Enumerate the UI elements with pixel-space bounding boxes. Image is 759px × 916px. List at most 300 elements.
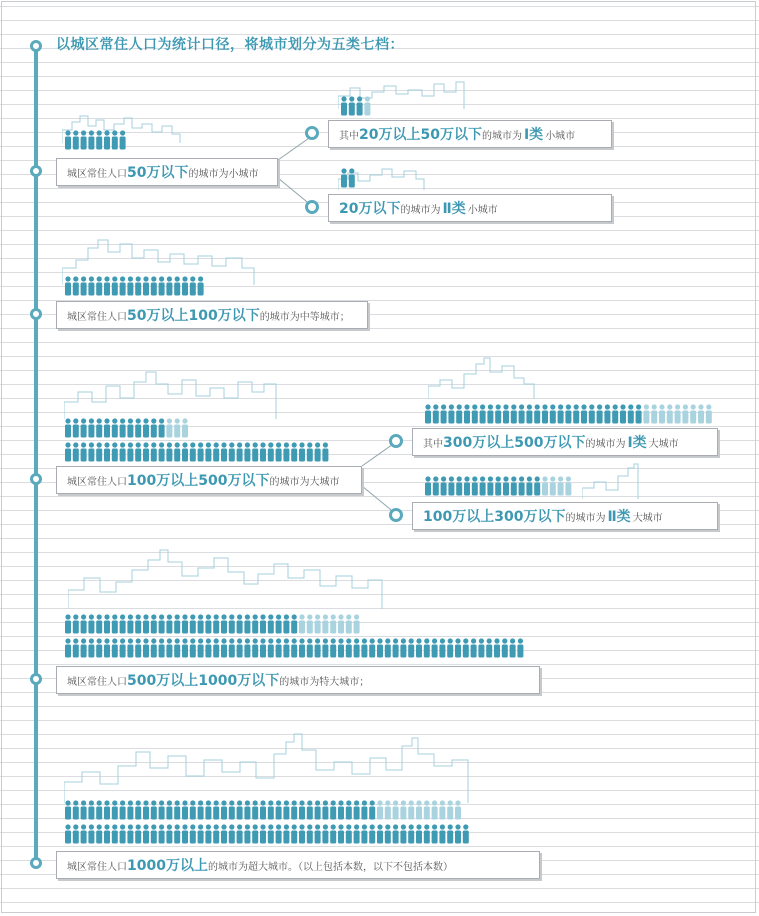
person-icon xyxy=(159,276,165,295)
person-icon xyxy=(341,96,347,115)
person-icon xyxy=(252,442,258,461)
person-icon xyxy=(558,476,564,495)
person-icon xyxy=(385,824,391,843)
person-icon xyxy=(166,800,172,819)
person-icon xyxy=(104,638,110,657)
person-icon xyxy=(471,638,477,657)
person-icon xyxy=(519,404,525,423)
person-icon xyxy=(299,824,305,843)
person-icon xyxy=(338,638,344,657)
person-icon xyxy=(73,130,79,149)
person-icon xyxy=(299,800,305,819)
node-medium-city xyxy=(30,308,42,320)
person-icon xyxy=(441,476,447,495)
node-large-class2 xyxy=(389,508,403,522)
node-small-city xyxy=(30,165,42,177)
person-icon xyxy=(698,404,704,423)
person-icon xyxy=(447,800,453,819)
person-icon xyxy=(81,800,87,819)
person-icon xyxy=(81,638,87,657)
person-icon xyxy=(143,276,149,295)
person-icon xyxy=(361,638,367,657)
person-icon xyxy=(455,638,461,657)
person-icon xyxy=(88,276,94,295)
person-icon xyxy=(182,614,188,633)
skyline-large-class1 xyxy=(428,356,538,400)
person-icon xyxy=(346,638,352,657)
person-icon xyxy=(330,824,336,843)
person-icon xyxy=(213,824,219,843)
person-icon xyxy=(659,404,665,423)
person-icon xyxy=(174,824,180,843)
person-icon xyxy=(441,404,447,423)
skyline-large xyxy=(64,368,284,420)
person-icon xyxy=(433,404,439,423)
person-icon xyxy=(408,800,414,819)
person-icon xyxy=(229,800,235,819)
person-icon xyxy=(205,614,211,633)
person-icon xyxy=(135,638,141,657)
person-icon xyxy=(526,476,532,495)
node-small-class2 xyxy=(305,200,319,214)
person-icon xyxy=(237,638,243,657)
person-icon xyxy=(120,614,126,633)
person-icon xyxy=(127,800,133,819)
person-icon xyxy=(502,638,508,657)
person-icon xyxy=(159,614,165,633)
person-icon xyxy=(369,638,375,657)
person-icon xyxy=(416,800,422,819)
person-icon xyxy=(159,824,165,843)
person-icon xyxy=(291,614,297,633)
person-icon xyxy=(361,824,367,843)
person-icon xyxy=(472,404,478,423)
person-icon xyxy=(205,638,211,657)
person-icon xyxy=(511,404,517,423)
person-icon xyxy=(112,614,118,633)
person-icon xyxy=(354,638,360,657)
person-icon xyxy=(143,614,149,633)
person-icon xyxy=(456,404,462,423)
person-icon xyxy=(276,824,282,843)
person-icon xyxy=(276,638,282,657)
node-supercity xyxy=(30,857,42,869)
person-icon xyxy=(88,824,94,843)
person-icon xyxy=(315,638,321,657)
person-icon xyxy=(706,404,712,423)
person-icon xyxy=(542,476,548,495)
person-icon xyxy=(244,614,250,633)
person-icon xyxy=(433,476,439,495)
person-icon xyxy=(268,614,274,633)
person-icon xyxy=(315,800,321,819)
person-icon xyxy=(283,442,289,461)
person-icon xyxy=(143,800,149,819)
person-icon xyxy=(96,442,102,461)
person-icon xyxy=(159,418,165,437)
person-icon xyxy=(322,442,328,461)
person-icon xyxy=(127,418,133,437)
person-icon xyxy=(299,442,305,461)
person-icon xyxy=(369,800,375,819)
person-icon xyxy=(182,638,188,657)
person-icon xyxy=(612,404,618,423)
person-icon xyxy=(81,614,87,633)
person-icon xyxy=(104,824,110,843)
person-icon xyxy=(480,404,486,423)
person-icon xyxy=(400,638,406,657)
person-icon xyxy=(291,824,297,843)
person-icon xyxy=(550,476,556,495)
person-icon xyxy=(198,824,204,843)
person-icon xyxy=(104,418,110,437)
person-icon xyxy=(190,614,196,633)
person-icon xyxy=(526,404,532,423)
person-icon xyxy=(315,614,321,633)
people-megacity xyxy=(64,614,534,662)
person-icon xyxy=(260,614,266,633)
person-icon xyxy=(385,800,391,819)
person-icon xyxy=(229,638,235,657)
person-icon xyxy=(112,824,118,843)
person-icon xyxy=(439,638,445,657)
person-icon xyxy=(260,442,266,461)
person-icon xyxy=(511,476,517,495)
people-supercity xyxy=(64,800,474,850)
person-icon xyxy=(487,476,493,495)
person-icon xyxy=(307,614,313,633)
person-icon xyxy=(307,800,313,819)
person-icon xyxy=(221,638,227,657)
person-icon xyxy=(439,800,445,819)
person-icon xyxy=(237,614,243,633)
label-large-class2: 100万以上300万以下的城市为 Ⅱ类 大城市 xyxy=(412,502,718,530)
skyline-large-class2 xyxy=(582,462,642,500)
person-icon xyxy=(237,824,243,843)
person-icon xyxy=(276,442,282,461)
person-icon xyxy=(229,824,235,843)
person-icon xyxy=(283,614,289,633)
person-icon xyxy=(472,476,478,495)
person-icon xyxy=(519,476,525,495)
person-icon xyxy=(96,638,102,657)
person-icon xyxy=(346,824,352,843)
person-icon xyxy=(268,442,274,461)
people-small xyxy=(64,130,134,150)
person-icon xyxy=(268,638,274,657)
person-icon xyxy=(620,404,626,423)
people-small-class2 xyxy=(340,168,360,188)
person-icon xyxy=(135,614,141,633)
person-icon xyxy=(96,614,102,633)
person-icon xyxy=(283,824,289,843)
person-icon xyxy=(112,276,118,295)
person-icon xyxy=(190,824,196,843)
person-icon xyxy=(503,476,509,495)
person-icon xyxy=(393,800,399,819)
person-icon xyxy=(205,800,211,819)
person-icon xyxy=(425,476,431,495)
person-icon xyxy=(349,96,355,115)
people-large xyxy=(64,418,334,464)
person-icon xyxy=(120,442,126,461)
person-icon xyxy=(357,96,363,115)
person-icon xyxy=(534,476,540,495)
person-icon xyxy=(112,130,118,149)
person-icon xyxy=(244,442,250,461)
person-icon xyxy=(104,800,110,819)
person-icon xyxy=(65,276,71,295)
person-icon xyxy=(330,800,336,819)
person-icon xyxy=(112,418,118,437)
person-icon xyxy=(104,442,110,461)
person-icon xyxy=(120,824,126,843)
person-icon xyxy=(486,638,492,657)
person-icon xyxy=(104,276,110,295)
person-icon xyxy=(182,418,188,437)
person-icon xyxy=(88,418,94,437)
person-icon xyxy=(73,800,79,819)
person-icon xyxy=(252,638,258,657)
node-large-city xyxy=(30,473,42,485)
person-icon xyxy=(456,476,462,495)
person-icon xyxy=(174,442,180,461)
person-icon xyxy=(190,638,196,657)
person-icon xyxy=(73,418,79,437)
people-large-class2 xyxy=(424,476,584,498)
person-icon xyxy=(424,638,430,657)
person-icon xyxy=(159,638,165,657)
node-small-class1 xyxy=(305,126,319,140)
label-small-city: 城区常住人口50万以下的城市为小城市 xyxy=(56,158,278,186)
node-large-class1 xyxy=(389,434,403,448)
person-icon xyxy=(517,638,523,657)
person-icon xyxy=(151,824,157,843)
node-megacity xyxy=(30,673,42,685)
person-icon xyxy=(260,800,266,819)
person-icon xyxy=(244,824,250,843)
person-icon xyxy=(112,800,118,819)
person-icon xyxy=(205,442,211,461)
person-icon xyxy=(393,824,399,843)
person-icon xyxy=(88,638,94,657)
person-icon xyxy=(385,638,391,657)
person-icon xyxy=(369,824,375,843)
person-icon xyxy=(120,130,126,149)
person-icon xyxy=(221,800,227,819)
person-icon xyxy=(408,824,414,843)
person-icon xyxy=(174,800,180,819)
person-icon xyxy=(276,614,282,633)
person-icon xyxy=(377,800,383,819)
person-icon xyxy=(213,614,219,633)
label-large-class1: 其中300万以上500万以下的城市为 Ⅰ类 大城市 xyxy=(412,428,718,456)
person-icon xyxy=(510,638,516,657)
person-icon xyxy=(341,168,347,187)
person-icon xyxy=(88,614,94,633)
person-icon xyxy=(416,824,422,843)
person-icon xyxy=(690,404,696,423)
person-icon xyxy=(88,800,94,819)
person-icon xyxy=(291,800,297,819)
people-large-class1 xyxy=(424,404,714,426)
person-icon xyxy=(315,824,321,843)
person-icon xyxy=(322,614,328,633)
person-icon xyxy=(237,442,243,461)
person-icon xyxy=(299,638,305,657)
person-icon xyxy=(88,130,94,149)
person-icon xyxy=(96,130,102,149)
person-icon xyxy=(299,614,305,633)
person-icon xyxy=(112,638,118,657)
person-icon xyxy=(81,442,87,461)
person-icon xyxy=(463,824,469,843)
person-icon xyxy=(354,614,360,633)
person-icon xyxy=(364,96,370,115)
person-icon xyxy=(166,442,172,461)
person-icon xyxy=(480,476,486,495)
person-icon xyxy=(448,404,454,423)
person-icon xyxy=(182,442,188,461)
person-icon xyxy=(478,638,484,657)
person-icon xyxy=(151,442,157,461)
person-icon xyxy=(439,824,445,843)
person-icon xyxy=(73,276,79,295)
person-icon xyxy=(127,614,133,633)
person-icon xyxy=(65,800,71,819)
person-icon xyxy=(589,404,595,423)
person-icon xyxy=(307,442,313,461)
person-icon xyxy=(408,638,414,657)
person-icon xyxy=(143,418,149,437)
person-icon xyxy=(447,824,453,843)
person-icon xyxy=(346,614,352,633)
person-icon xyxy=(143,638,149,657)
person-icon xyxy=(283,638,289,657)
person-icon xyxy=(455,824,461,843)
person-icon xyxy=(174,614,180,633)
person-icon xyxy=(330,614,336,633)
person-icon xyxy=(182,800,188,819)
person-icon xyxy=(464,404,470,423)
person-icon xyxy=(174,418,180,437)
person-icon xyxy=(120,418,126,437)
person-icon xyxy=(198,614,204,633)
person-icon xyxy=(268,800,274,819)
person-icon xyxy=(221,824,227,843)
person-icon xyxy=(221,614,227,633)
person-icon xyxy=(182,824,188,843)
person-icon xyxy=(198,442,204,461)
person-icon xyxy=(135,800,141,819)
person-icon xyxy=(315,442,321,461)
person-icon xyxy=(291,638,297,657)
skyline-megacity xyxy=(68,548,388,610)
person-icon xyxy=(675,404,681,423)
person-icon xyxy=(190,800,196,819)
person-icon xyxy=(73,824,79,843)
person-icon xyxy=(213,800,219,819)
person-icon xyxy=(81,130,87,149)
person-icon xyxy=(104,130,110,149)
header-title: 以城区常住人口为统计口径，将城市划分为五类七档： xyxy=(56,37,404,53)
people-medium xyxy=(64,276,214,298)
person-icon xyxy=(198,276,204,295)
person-icon xyxy=(120,638,126,657)
person-icon xyxy=(400,824,406,843)
person-icon xyxy=(448,476,454,495)
person-icon xyxy=(534,404,540,423)
person-icon xyxy=(354,800,360,819)
person-icon xyxy=(135,442,141,461)
person-icon xyxy=(377,824,383,843)
person-icon xyxy=(143,442,149,461)
label-small-class2: 20万以下的城市为 Ⅱ类 小城市 xyxy=(328,194,612,222)
person-icon xyxy=(349,168,355,187)
label-large-city: 城区常住人口100万以上500万以下的城市为大城市 xyxy=(56,466,362,494)
person-icon xyxy=(127,442,133,461)
person-icon xyxy=(260,824,266,843)
person-icon xyxy=(65,614,71,633)
label-megacity: 城区常住人口500万以上1000万以下的城市为特大城市； xyxy=(56,666,540,694)
person-icon xyxy=(432,824,438,843)
person-icon xyxy=(307,824,313,843)
person-icon xyxy=(65,824,71,843)
person-icon xyxy=(213,442,219,461)
person-icon xyxy=(244,800,250,819)
person-icon xyxy=(268,824,274,843)
person-icon xyxy=(354,824,360,843)
person-icon xyxy=(283,800,289,819)
person-icon xyxy=(190,276,196,295)
person-icon xyxy=(143,824,149,843)
person-icon xyxy=(455,800,461,819)
person-icon xyxy=(550,404,556,423)
person-icon xyxy=(96,276,102,295)
person-icon xyxy=(159,800,165,819)
person-icon xyxy=(81,824,87,843)
skyline-supercity xyxy=(64,732,474,804)
person-icon xyxy=(361,800,367,819)
person-icon xyxy=(88,442,94,461)
person-icon xyxy=(597,404,603,423)
person-icon xyxy=(96,800,102,819)
person-icon xyxy=(65,442,71,461)
person-icon xyxy=(682,404,688,423)
person-icon xyxy=(96,418,102,437)
person-icon xyxy=(237,800,243,819)
person-icon xyxy=(307,638,313,657)
person-icon xyxy=(120,800,126,819)
person-icon xyxy=(260,638,266,657)
person-icon xyxy=(81,418,87,437)
person-icon xyxy=(581,404,587,423)
person-icon xyxy=(487,404,493,423)
person-icon xyxy=(643,404,649,423)
person-icon xyxy=(330,638,336,657)
person-icon xyxy=(463,638,469,657)
person-icon xyxy=(322,638,328,657)
person-icon xyxy=(377,638,383,657)
person-icon xyxy=(221,442,227,461)
person-icon xyxy=(73,614,79,633)
label-small-class1: 其中20万以上50万以下的城市为 Ⅰ类 小城市 xyxy=(328,120,612,148)
person-icon xyxy=(166,418,172,437)
person-icon xyxy=(174,638,180,657)
person-icon xyxy=(503,404,509,423)
person-icon xyxy=(135,276,141,295)
person-icon xyxy=(291,442,297,461)
